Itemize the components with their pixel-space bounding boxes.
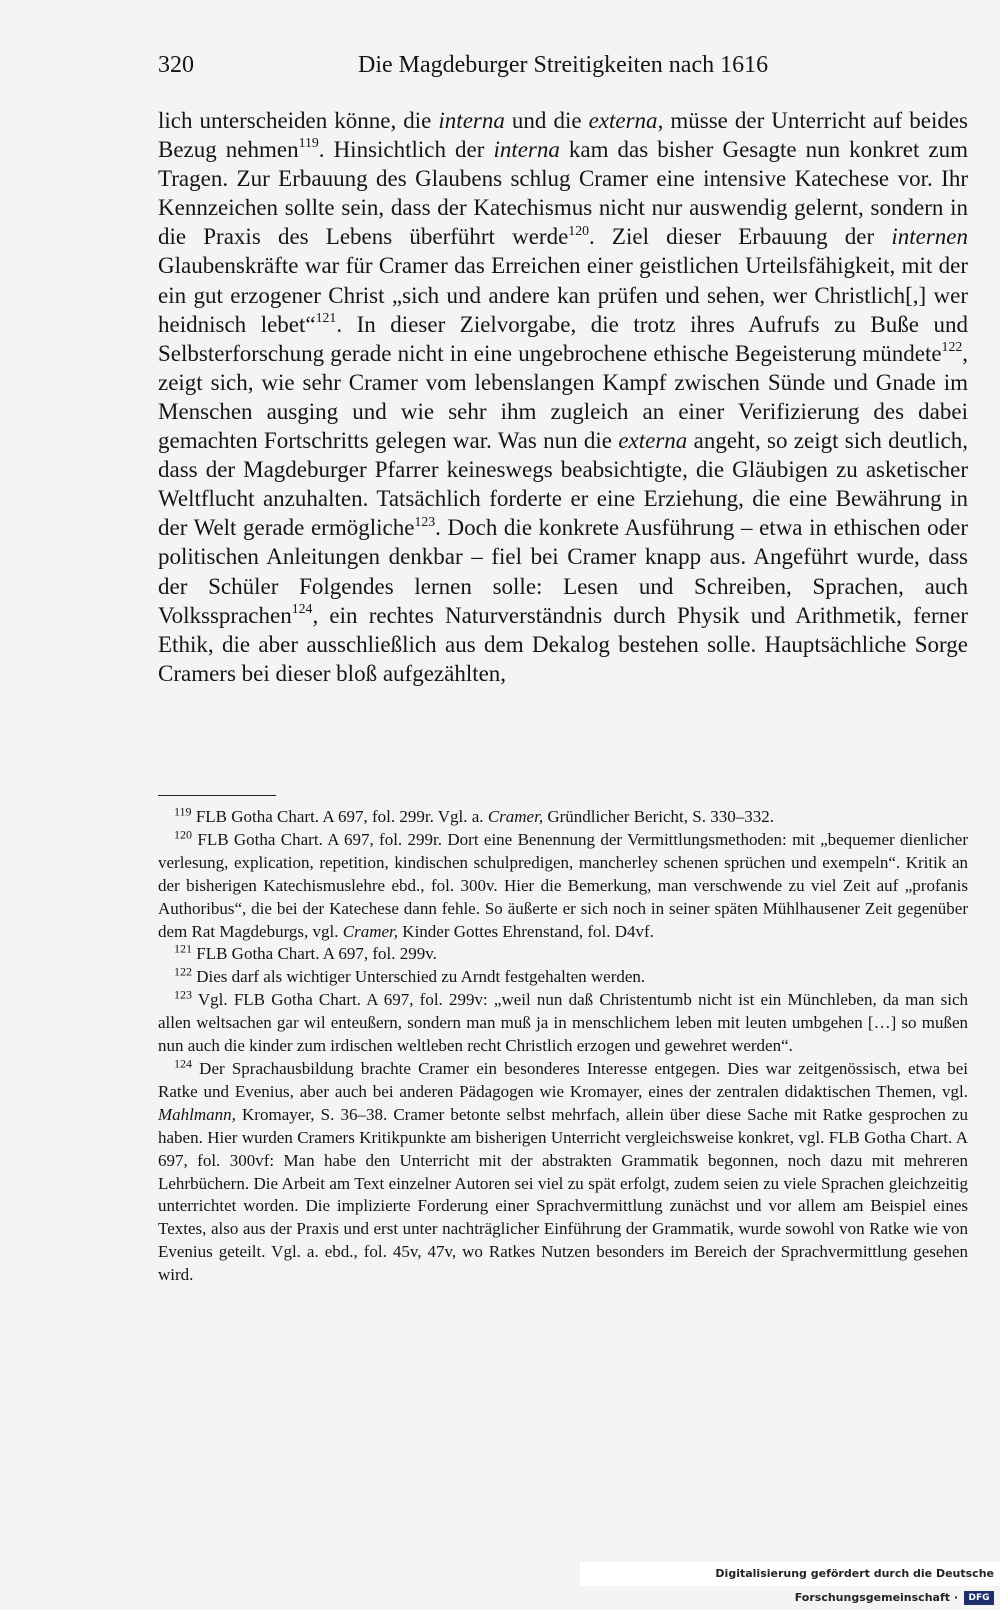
footnote-text: Der Sprachausbildung brachte Cramer ein besonderes Interesse entgegen. Dies war zeitgenössisch, etwa bei Ratke und Evenius, aber auch bei anderen Pädagogen wie Kromayer, eines der zentralen didaktischen Themen, vgl. (158, 1058, 968, 1101)
footnotes (158, 806, 968, 1287)
text-span: . Ziel dieser Erbauung der (589, 224, 892, 250)
footnote-text: FLB Gotha Chart. A 697, fol. 299r. Vgl. a. (191, 807, 488, 826)
italic-term: externa (618, 428, 688, 454)
footnote-number: 124 (174, 1056, 192, 1071)
footnote-ref: 122 (941, 339, 963, 355)
page-number: 320 (158, 52, 194, 78)
body-paragraph (158, 106, 968, 688)
footnote-text: Kinder Gottes Ehrenstand, fol. D4vf. (398, 921, 654, 941)
digitization-credit-bar (580, 1562, 1000, 1604)
footnote-text: Vgl. FLB Gotha Chart. A 697, fol. 299v: „weil nun daß Christentumb nicht ist ein Münchleben, da man sich allen weltsachen gar wil enteußern, sondern man muß ja in menschlichem leben mit leuten umbgehen […] so mußen nun auch die kinder zum irdischen weltleben recht Christlich erzogen und gewehret werden“. (158, 990, 968, 1056)
page-header (158, 48, 968, 82)
digitization-credit: Digitalisierung gefördert durch die Deutsche Forschungsgemeinschaft · (715, 1567, 994, 1604)
text-span: , ein rechtes Naturverständnis durch Physik und Arithmetik, ferner Ethik, die aber ausschließlich aus dem Dekalog bestehen solle. Hauptsächliche Sorge Cramers bei dieser bloß aufgezählten, (158, 602, 968, 686)
footnote-number: 122 (174, 964, 192, 979)
footnote-separator (158, 795, 276, 796)
author-name: Cramer, (342, 921, 399, 941)
text-span: . Doch die konkrete Ausführung – etwa in ethischen oder politischen Anleitungen denkbar – fiel bei Cramer knapp aus. Angeführt wurde, dass der Schüler Folgendes lernen solle: Lesen und Schreiben, Sprachen, auch Volkssprachen (158, 515, 968, 628)
running-title: Die Magdeburger Streitigkeiten nach 1616 (358, 52, 769, 78)
footnote-121 (158, 943, 968, 966)
footnote-text: FLB Gotha Chart. A 697, fol. 299v. (192, 944, 437, 964)
footnote-text: Gründlicher Bericht, S. 330–332. (543, 807, 774, 826)
footnote-ref: 119 (298, 135, 319, 151)
italic-term: interna (438, 108, 505, 133)
footnote-123 (158, 989, 968, 1058)
footnote-ref: 123 (414, 513, 436, 529)
footnote-119 (158, 806, 968, 829)
text-span: . In dieser Zielvorgabe, die trotz ihres Aufrufs zu Buße und Selbsterforschung gerade nicht in eine ungebrochene ethische Begeisterung mündete (158, 311, 968, 366)
footnote-number: 123 (174, 987, 192, 1002)
dfg-logo-icon: DFG (964, 1591, 994, 1605)
author-name: Mahlmann, (158, 1104, 236, 1124)
text-span: angeht, so zeigt sich deutlich, dass der Magdeburger Pfarrer keineswegs beabsichtigte, die Gläubigen zu asketischer Weltflucht anzuhalten. Tatsächlich forderte er eine Erziehung, die eine Bewährung in der Welt gerade ermögliche (158, 428, 969, 541)
text-span: . Hinsichtlich der (318, 137, 494, 163)
footnote-text: Dies darf als wichtiger Unterschied zu Arndt festgehalten werden. (192, 967, 646, 987)
footnote-ref: 124 (291, 600, 313, 616)
italic-term: externa (588, 108, 658, 133)
text-span: kam das bisher Gesagte nun konkret zum Tragen. Zur Erbauung des Glaubens schlug Cramer eine intensive Katechese vor. Ihr Kennzeichen sollte sein, dass der Katechismus nicht nur auswendig gelernt, sondern in die Praxis des Lebens überführt werde (158, 137, 968, 250)
text-span: Glaubenskräfte war für Cramer das Erreichen einer geistlichen Urteilsfähigkeit, mit der ein gut erzogener Christ „sich und andere kan prüfen und sehen, wer Christlich[,] wer heidnisch lebet“ (158, 253, 968, 337)
text-span: , müsse der Unterricht auf beides Bezug nehmen (158, 108, 968, 163)
footnote-120 (158, 829, 968, 944)
italic-term: internen (891, 224, 968, 250)
footnote-ref: 121 (315, 310, 337, 325)
footnote-ref: 120 (568, 222, 589, 238)
footnote-number: 120 (174, 827, 192, 842)
main-text (158, 106, 968, 688)
text-span: lich unterscheiden könne, die (158, 108, 439, 133)
author-name: Cramer, (487, 807, 544, 826)
footnote-text: FLB Gotha Chart. A 697, fol. 299r. Dort eine Benennung der Vermittlungsmethoden: mit „bequemer dienlicher verlesung, explication, repetition, kindischen schulpredigen, mancherley schenen sprüchen und exempeln“. Kritik an der bisherigen Katechismuslehre ebd., fol. 300v. Hier die Bemerkung, man verschwende zu viel Zeit auf „profanis Authoribus“, die bei der Katechese dann fehle. So äußerte er sich noch in seiner späten Mühlhausener Zeit gegenüber dem Rat Magdeburgs, vgl. (158, 829, 968, 941)
text-span: , zeigt sich, wie sehr Cramer vom lebenslangen Kampf zwischen Sünde und Gnade im Menschen ausging und wie sehr ihm zugleich an einer Verifizierung des dabei gemachten Fortschritts gelegen war. Was nun die (158, 340, 968, 454)
footnote-text: Kromayer, S. 36–38. Cramer betonte selbst mehrfach, allein über diese Sache mit Ratke gesprochen zu haben. Hier wurden Cramers Kritikpunkte am bisherigen Unterricht vergleichsweise konkret, vgl. FLB Gotha Chart. A 697, fol. 300vf: Man habe den Unterricht mit der abstrakten Grammatik begonnen, noch dazu mit mehreren Lehrbüchern. Die Arbeit am Text einzelner Autoren sei viel zu spät erfolgt, zudem seien zu viele Sprachen gleichzeitig unterrichtet worden. Die implizierte Forderung einer Sprachvermittlung zunächst und vor allem am Beispiel eines Textes, also aus der Praxis und erst unter nachträglicher Einführung der Grammatik, wurde sowohl von Ratke wie von Evenius geteilt. Vgl. a. ebd., fol. 45v, 47v, wo Ratkes Nutzen besonders im Bereich der Sprachvermittlung gesehen wird. (158, 1104, 968, 1285)
footnote-number: 119 (174, 804, 192, 819)
italic-term: interna (493, 137, 560, 163)
footnote-124 (158, 1058, 968, 1287)
text-span: und die (504, 108, 589, 133)
footnote-122 (158, 966, 968, 989)
footnote-number: 121 (174, 941, 192, 956)
